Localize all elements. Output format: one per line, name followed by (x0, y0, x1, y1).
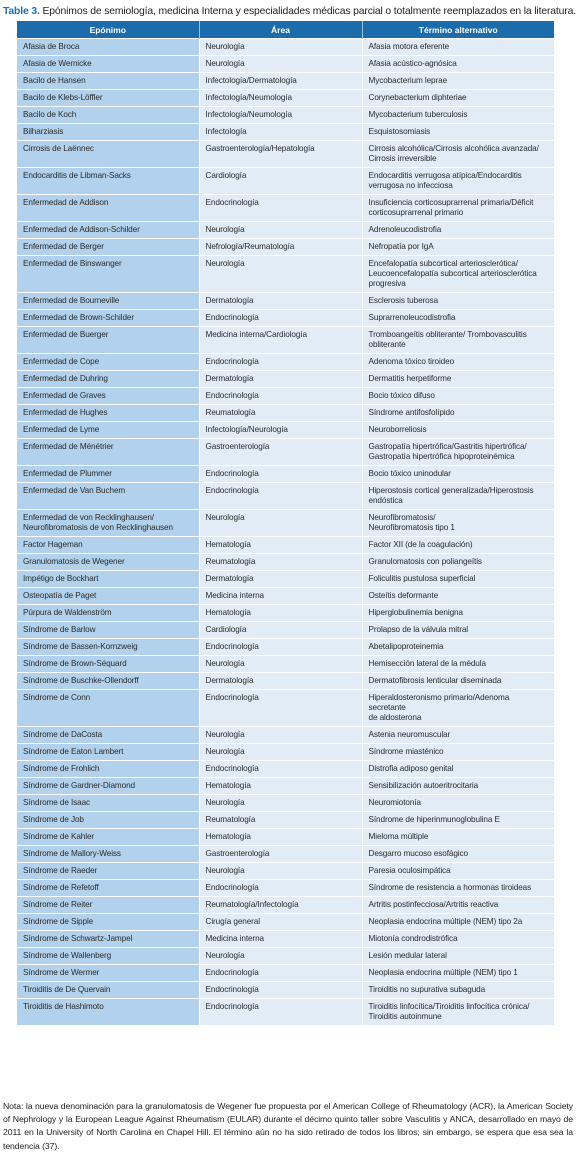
cell-eponimo: Síndrome de Brown-Séquard (17, 656, 199, 673)
cell-eponimo: Síndrome de Job (17, 812, 199, 829)
cell-termino-alternativo: Distrofia adiposo genital (362, 761, 554, 778)
cell-eponimo: Enfermedad de Plummer (17, 466, 199, 483)
cell-area: Neurología (199, 795, 362, 812)
cell-area: Endocrinología (199, 880, 362, 897)
cell-termino-alternativo: Abetalipoproteinemia (362, 639, 554, 656)
cell-termino-alternativo: Síndrome de hiperinmunoglobulina E (362, 812, 554, 829)
cell-area: Neurología (199, 948, 362, 965)
cell-area: Neurología (199, 727, 362, 744)
header-eponimo: Epónimo (17, 21, 199, 39)
cell-termino-alternativo: Síndrome de resistencia a hormonas tiroideas (362, 880, 554, 897)
table-row (17, 639, 554, 656)
cell-eponimo: Síndrome de Gardner-Diamond (17, 778, 199, 795)
cell-termino-alternativo: Hiperaldosteronismo primario/Adenoma secretante de aldosterona (362, 690, 554, 727)
cell-area: Infectología/Neumología (199, 107, 362, 124)
cell-area: Gastroenterología (199, 846, 362, 863)
table-row (17, 761, 554, 778)
cell-termino-alternativo: Foliculitis pustulosa superficial (362, 571, 554, 588)
cell-termino-alternativo: Tiroiditis no supurativa subaguda (362, 982, 554, 999)
cell-eponimo: Síndrome de Conn (17, 690, 199, 727)
cell-eponimo: Síndrome de Wermer (17, 965, 199, 982)
cell-eponimo: Enfermedad de Bourneville (17, 293, 199, 310)
cell-area: Gastroenterología/Hepatología (199, 141, 362, 168)
cell-eponimo: Afasia de Wernicke (17, 56, 199, 73)
cell-area: Infectología/Neurología (199, 422, 362, 439)
table-row (17, 195, 554, 222)
cell-area: Dermatología (199, 571, 362, 588)
table-row (17, 965, 554, 982)
cell-area: Endocrinología (199, 982, 362, 999)
cell-termino-alternativo: Neoplasia endocrina múltiple (NEM) tipo 1 (362, 965, 554, 982)
cell-area: Hematología (199, 829, 362, 846)
table-body (17, 39, 554, 1026)
cell-area: Neurología (199, 744, 362, 761)
table-row (17, 354, 554, 371)
cell-eponimo: Enfermedad de Berger (17, 239, 199, 256)
header-termino-alternativo: Término alternativo (362, 21, 554, 39)
cell-area: Neurología (199, 510, 362, 537)
cell-termino-alternativo: Miotonía condrodistrófica (362, 931, 554, 948)
cell-area: Dermatología (199, 371, 362, 388)
cell-area: Medicina interna (199, 588, 362, 605)
cell-area: Medicina interna (199, 931, 362, 948)
cell-eponimo: Síndrome de Wallenberg (17, 948, 199, 965)
cell-termino-alternativo: Artritis postinfecciosa/Artritis reactiva (362, 897, 554, 914)
cell-termino-alternativo: Afasia acústico-agnósica (362, 56, 554, 73)
cell-termino-alternativo: Astenia neuromuscular (362, 727, 554, 744)
table-row (17, 571, 554, 588)
cell-eponimo: Cirrosis de Laënnec (17, 141, 199, 168)
table-row (17, 829, 554, 846)
table-row (17, 56, 554, 73)
cell-area: Gastroenterología (199, 439, 362, 466)
cell-eponimo: Síndrome de Bassen-Kornzweig (17, 639, 199, 656)
cell-termino-alternativo: Prolapso de la válvula mitral (362, 622, 554, 639)
cell-termino-alternativo: Sensibilización autoeritrocitaria (362, 778, 554, 795)
cell-termino-alternativo: Adrenoleucodistrofia (362, 222, 554, 239)
cell-area: Hematología (199, 778, 362, 795)
header-area: Área (199, 21, 362, 39)
cell-termino-alternativo: Bocio tóxico uninodular (362, 466, 554, 483)
table-row (17, 168, 554, 195)
cell-area: Neurología (199, 656, 362, 673)
table-row (17, 483, 554, 510)
cell-termino-alternativo: Cirrosis alcohólica/Cirrosis alcohólica avanzada/ Cirrosis irreversible (362, 141, 554, 168)
cell-eponimo: Bacilo de Hansen (17, 73, 199, 90)
cell-area: Endocrinología (199, 483, 362, 510)
cell-termino-alternativo: Mycobacterium tuberculosis (362, 107, 554, 124)
table-row (17, 948, 554, 965)
cell-eponimo: Enfermedad de Brown-Schilder (17, 310, 199, 327)
cell-area: Endocrinología (199, 965, 362, 982)
table-row (17, 744, 554, 761)
table-row (17, 141, 554, 168)
cell-area: Neurología (199, 256, 362, 293)
cell-eponimo: Síndrome de Schwartz-Jampel (17, 931, 199, 948)
cell-termino-alternativo: Neuromiotonía (362, 795, 554, 812)
cell-area: Endocrinología (199, 466, 362, 483)
cell-termino-alternativo: Suprarrenoleucodistrofia (362, 310, 554, 327)
table-row (17, 673, 554, 690)
cell-area: Endocrinología (199, 761, 362, 778)
cell-eponimo: Síndrome de Isaac (17, 795, 199, 812)
cell-eponimo: Enfermedad de Ménétrier (17, 439, 199, 466)
table-header (17, 21, 554, 39)
table-row (17, 622, 554, 639)
cell-termino-alternativo: Desgarro mucoso esofágico (362, 846, 554, 863)
cell-area: Medicina interna/Cardiología (199, 327, 362, 354)
table-row (17, 554, 554, 571)
cell-termino-alternativo: Mieloma múltiple (362, 829, 554, 846)
cell-eponimo: Tiroiditis de De Quervain (17, 982, 199, 999)
cell-termino-alternativo: Paresia oculosimpática (362, 863, 554, 880)
table-row (17, 999, 554, 1026)
cell-eponimo: Osteopatía de Paget (17, 588, 199, 605)
cell-eponimo: Síndrome de Raeder (17, 863, 199, 880)
table-row (17, 39, 554, 56)
cell-eponimo: Enfermedad de Buerger (17, 327, 199, 354)
cell-area: Infectología (199, 124, 362, 141)
table-row (17, 510, 554, 537)
table-row (17, 327, 554, 354)
cell-termino-alternativo: Adenoma tóxico tiroideo (362, 354, 554, 371)
table-row (17, 439, 554, 466)
cell-area: Endocrinología (199, 195, 362, 222)
table-row (17, 73, 554, 90)
cell-eponimo: Síndrome de Sipple (17, 914, 199, 931)
table-row (17, 931, 554, 948)
cell-eponimo: Factor Hageman (17, 537, 199, 554)
cell-eponimo: Enfermedad de Addison-Schilder (17, 222, 199, 239)
cell-eponimo: Enfermedad de Addison (17, 195, 199, 222)
table-row (17, 124, 554, 141)
table-row (17, 537, 554, 554)
header-row (17, 21, 554, 39)
cell-area: Neurología (199, 863, 362, 880)
cell-eponimo: Afasia de Broca (17, 39, 199, 56)
cell-termino-alternativo: Hiperostosis cortical generalizada/Hiperostosis endóstica (362, 483, 554, 510)
cell-area: Dermatología (199, 293, 362, 310)
table-row (17, 727, 554, 744)
cell-eponimo: Tiroiditis de Hashimoto (17, 999, 199, 1026)
cell-termino-alternativo: Bocio tóxico difuso (362, 388, 554, 405)
cell-eponimo: Enfermedad de Binswanger (17, 256, 199, 293)
cell-eponimo: Síndrome de Barlow (17, 622, 199, 639)
cell-area: Endocrinología (199, 388, 362, 405)
cell-termino-alternativo: Nefropatía por IgA (362, 239, 554, 256)
cell-termino-alternativo: Dermatitis herpetiforme (362, 371, 554, 388)
cell-area: Cirugía general (199, 914, 362, 931)
cell-termino-alternativo: Lesión medular lateral (362, 948, 554, 965)
table-row (17, 795, 554, 812)
table-row (17, 222, 554, 239)
cell-eponimo: Endocarditis de Libman-Sacks (17, 168, 199, 195)
cell-eponimo: Púrpura de Waldenström (17, 605, 199, 622)
cell-termino-alternativo: Gastropatía hipertrófica/Gastritis hipertrófica/ Gastropatía hipertrófica hipoproteinémica (362, 439, 554, 466)
cell-area: Endocrinología (199, 690, 362, 727)
cell-eponimo: Enfermedad de Hughes (17, 405, 199, 422)
table-row (17, 897, 554, 914)
cell-eponimo: Enfermedad de von Recklinghausen/ Neurofibromatosis de von Recklinghausen (17, 510, 199, 537)
cell-termino-alternativo: Neurofibromatosis/ Neurofibromatosis tipo 1 (362, 510, 554, 537)
table-row (17, 656, 554, 673)
cell-termino-alternativo: Tromboangeítis obliterante/ Trombovasculitis obliterante (362, 327, 554, 354)
table-row (17, 293, 554, 310)
cell-termino-alternativo: Síndrome miasténico (362, 744, 554, 761)
cell-termino-alternativo: Esclerosis tuberosa (362, 293, 554, 310)
cell-eponimo: Enfermedad de Van Buchem (17, 483, 199, 510)
cell-eponimo: Síndrome de Frohlich (17, 761, 199, 778)
cell-termino-alternativo: Dermatofibrosis lenticular diseminada (362, 673, 554, 690)
cell-eponimo: Enfermedad de Cope (17, 354, 199, 371)
cell-termino-alternativo: Factor XII (de la coagulación) (362, 537, 554, 554)
cell-area: Cardiología (199, 622, 362, 639)
cell-eponimo: Síndrome de Kahler (17, 829, 199, 846)
table-row (17, 914, 554, 931)
cell-termino-alternativo: Insuficiencia corticosuprarrenal primaria/Déficit corticosuprarrenal primario (362, 195, 554, 222)
cell-area: Dermatología (199, 673, 362, 690)
cell-area: Endocrinología (199, 639, 362, 656)
cell-eponimo: Síndrome de Reiter (17, 897, 199, 914)
table-row (17, 371, 554, 388)
cell-area: Reumatología/Infectología (199, 897, 362, 914)
cell-area: Endocrinología (199, 354, 362, 371)
table-row (17, 880, 554, 897)
cell-termino-alternativo: Esquistosomiasis (362, 124, 554, 141)
cell-eponimo: Impétigo de Bockhart (17, 571, 199, 588)
eponyms-table (17, 21, 554, 1025)
table-caption (3, 5, 575, 18)
cell-area: Endocrinología (199, 310, 362, 327)
cell-area: Reumatología (199, 405, 362, 422)
cell-termino-alternativo: Hemisección lateral de la médula (362, 656, 554, 673)
cell-termino-alternativo: Afasia motora eferente (362, 39, 554, 56)
table-row (17, 90, 554, 107)
cell-eponimo: Síndrome de DaCosta (17, 727, 199, 744)
cell-termino-alternativo: Neuroborreliosis (362, 422, 554, 439)
cell-eponimo: Síndrome de Eaton Lambert (17, 744, 199, 761)
table-number: Table 3. (3, 6, 40, 17)
cell-area: Neurología (199, 39, 362, 56)
table-row (17, 310, 554, 327)
table-row (17, 605, 554, 622)
cell-area: Nefrología/Reumatología (199, 239, 362, 256)
cell-termino-alternativo: Granulomatosis con poliangeítis (362, 554, 554, 571)
cell-termino-alternativo: Hiperglobulinemia benigna (362, 605, 554, 622)
cell-area: Reumatología (199, 554, 362, 571)
cell-eponimo: Síndrome de Mallory-Weiss (17, 846, 199, 863)
cell-termino-alternativo: Encefalopatía subcortical arteriosclerótica/ Leucoencefalopatía subcortical arteriosclerótica progresiva (362, 256, 554, 293)
cell-eponimo: Granulomatosis de Wegener (17, 554, 199, 571)
table-title: Epónimos de semiología, medicina Interna y especialidades médicas parcial o totalmente reemplazados en la literatura. (42, 6, 576, 17)
table-row (17, 422, 554, 439)
cell-area: Neurología (199, 222, 362, 239)
cell-area: Neurología (199, 56, 362, 73)
cell-eponimo: Síndrome de Refetoff (17, 880, 199, 897)
cell-area: Hematología (199, 537, 362, 554)
cell-termino-alternativo: Osteítis deformante (362, 588, 554, 605)
cell-eponimo: Bacilo de Klebs-Löffler (17, 90, 199, 107)
cell-area: Infectología/Dermatología (199, 73, 362, 90)
cell-termino-alternativo: Endocarditis verrugosa atípica/Endocarditis verrugosa no infecciosa (362, 168, 554, 195)
cell-termino-alternativo: Mycobacterium leprae (362, 73, 554, 90)
cell-eponimo: Bacilo de Koch (17, 107, 199, 124)
table-row (17, 778, 554, 795)
cell-eponimo: Enfermedad de Graves (17, 388, 199, 405)
table-note: Nota: la nueva denominación para la granulomatosis de Wegener fue propuesta por el American College of Rheumatology (ACR), la American Society of Nephrology y la European League Against Rheumatism (EULAR) durante el décimo quinto taller sobre Vasculitis y ANCA, desarrollado en mayo de 2011 en la University of North Carolina en Chapel Hill. El término aún no ha sido retirado de todos los libros; sin embargo, se espera que esa sea la tendencia (37). (3, 1101, 573, 1151)
table-row (17, 982, 554, 999)
table-row (17, 863, 554, 880)
table-row (17, 405, 554, 422)
table-row (17, 690, 554, 727)
cell-eponimo: Bilharziasis (17, 124, 199, 141)
cell-eponimo: Enfermedad de Lyme (17, 422, 199, 439)
table-row (17, 588, 554, 605)
cell-termino-alternativo: Neoplasia endocrina múltiple (NEM) tipo 2a (362, 914, 554, 931)
cell-termino-alternativo: Corynebacterium diphteriae (362, 90, 554, 107)
cell-eponimo: Síndrome de Buschke-Ollendorff (17, 673, 199, 690)
cell-area: Endocrinología (199, 999, 362, 1026)
table-row (17, 812, 554, 829)
table-row (17, 388, 554, 405)
table-row (17, 466, 554, 483)
table-row (17, 846, 554, 863)
table-row (17, 107, 554, 124)
cell-area: Reumatología (199, 812, 362, 829)
table-row (17, 256, 554, 293)
table-row (17, 239, 554, 256)
cell-area: Cardiología (199, 168, 362, 195)
cell-termino-alternativo: Síndrome antifosfolípido (362, 405, 554, 422)
cell-area: Infectología/Neumología (199, 90, 362, 107)
cell-area: Hematología (199, 605, 362, 622)
cell-eponimo: Enfermedad de Duhring (17, 371, 199, 388)
cell-termino-alternativo: Tiroiditis linfocítica/Tiroiditis linfocítica crónica/ Tiroiditis autoinmune (362, 999, 554, 1026)
